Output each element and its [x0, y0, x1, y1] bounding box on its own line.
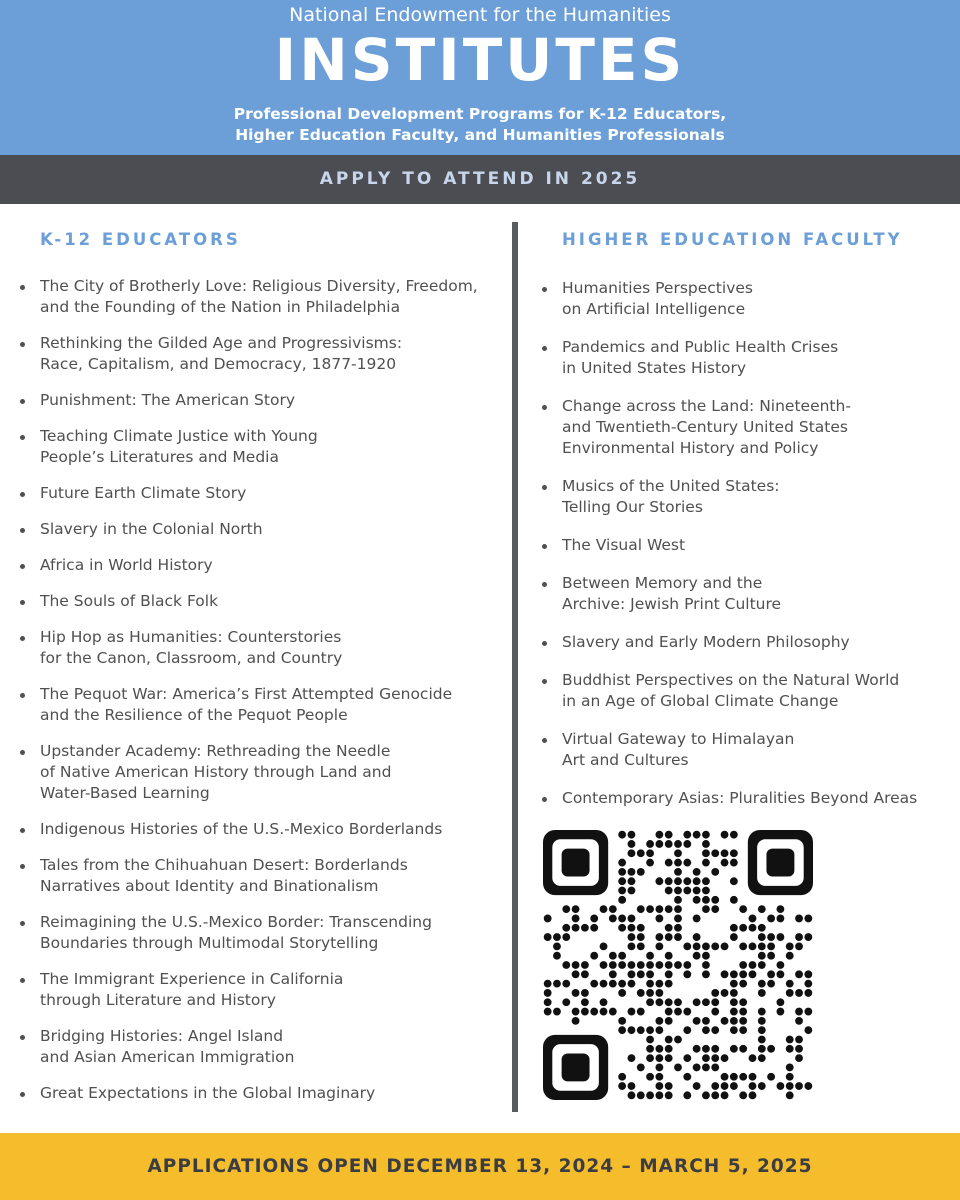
list-item-line: Musics of the United States: [562, 477, 780, 495]
list-item-line: Great Expectations in the Global Imaginary [40, 1084, 376, 1102]
list-item-line: and the Founding of the Nation in Philadelphia [40, 298, 401, 316]
list-item-line: Buddhist Perspectives on the Natural World [562, 671, 900, 689]
higher-ed-heading: HIGHER EDUCATION FACULTY [562, 230, 903, 249]
list-item [540, 535, 950, 556]
list-item-line: Water-Based Learning [40, 784, 210, 802]
list-item [540, 476, 950, 518]
list-item-line: People’s Literatures and Media [40, 448, 279, 466]
list-item [540, 337, 950, 379]
k12-list [18, 276, 508, 1104]
list-item-line: The Visual West [562, 536, 686, 554]
list-item-line: Rethinking the Gilded Age and Progressivisms: [40, 334, 403, 352]
list-item-line: Telling Our Stories [562, 498, 703, 516]
list-item-line: Archive: Jewish Print Culture [562, 595, 782, 613]
list-item-line: Indigenous Histories of the U.S.-Mexico Borderlands [40, 820, 443, 838]
list-item [18, 333, 508, 375]
list-item [18, 276, 508, 318]
list-item [18, 555, 508, 576]
list-item [18, 741, 508, 804]
list-item-line: Environmental History and Policy [562, 439, 819, 457]
list-item [18, 1026, 508, 1068]
list-item [540, 396, 950, 459]
list-item-line: Boundaries through Multimodal Storytelling [40, 934, 379, 952]
list-item [18, 591, 508, 612]
qr-code-icon[interactable] [543, 830, 813, 1102]
list-item [540, 670, 950, 712]
header-banner [0, 0, 960, 155]
applications-footer: APPLICATIONS OPEN DECEMBER 13, 2024 – MARCH 5, 2025 [0, 1133, 960, 1200]
k12-column [18, 226, 508, 1119]
list-item-line: Virtual Gateway to Himalayan [562, 730, 795, 748]
list-item-line: The Immigrant Experience in California [40, 970, 344, 988]
list-item-line: Change across the Land: Nineteenth- [562, 397, 851, 415]
list-item-line: Hip Hop as Humanities: Counterstories [40, 628, 342, 646]
list-item-line: Slavery in the Colonial North [40, 520, 263, 538]
subtitle [0, 104, 960, 146]
list-item-line: The Souls of Black Folk [40, 592, 219, 610]
list-item-line: Pandemics and Public Health Crises [562, 338, 839, 356]
list-item [540, 632, 950, 653]
list-item [18, 390, 508, 411]
list-item-line: Humanities Perspectives [562, 279, 753, 297]
list-item-line: Contemporary Asias: Pluralities Beyond Areas [562, 789, 918, 807]
higher-ed-column [540, 226, 950, 826]
list-item-line: Tales from the Chihuahuan Desert: Borderlands [40, 856, 408, 874]
list-item-line: on Artificial Intelligence [562, 300, 746, 318]
higher-ed-list [540, 278, 950, 809]
list-item-line: in an Age of Global Climate Change [562, 692, 839, 710]
list-item-line: Narratives about Identity and Binationalism [40, 877, 379, 895]
list-item [18, 912, 508, 954]
list-item-line: and Twentieth-Century United States [562, 418, 848, 436]
subtitle-line: Professional Development Programs for K-12 Educators, [233, 105, 727, 123]
list-item-line: and Asian American Immigration [40, 1048, 295, 1066]
list-item [18, 483, 508, 504]
list-item-line: in United States History [562, 359, 747, 377]
list-item-line: Teaching Climate Justice with Young [40, 427, 318, 445]
list-item-line: The City of Brotherly Love: Religious Diversity, Freedom, [40, 277, 478, 295]
list-item-line: Between Memory and the [562, 574, 763, 592]
subtitle-line: Higher Education Faculty, and Humanities Professionals [235, 126, 725, 144]
list-item-line: and the Resilience of the Pequot People [40, 706, 348, 724]
list-item-line: Upstander Academy: Rethreading the Needle [40, 742, 391, 760]
list-item [18, 1083, 508, 1104]
list-item [540, 729, 950, 771]
list-item [18, 969, 508, 1011]
list-item-line: The Pequot War: America’s First Attempted Genocide [40, 685, 453, 703]
list-item-line: Race, Capitalism, and Democracy, 1877-1920 [40, 355, 397, 373]
list-item [18, 519, 508, 540]
list-item-line: Africa in World History [40, 556, 213, 574]
list-item [18, 855, 508, 897]
list-item [18, 627, 508, 669]
list-item-line: Bridging Histories: Angel Island [40, 1027, 284, 1045]
apply-banner: APPLY TO ATTEND IN 2025 [0, 155, 960, 204]
list-item [18, 684, 508, 726]
column-divider [512, 222, 518, 1112]
list-item [540, 278, 950, 320]
list-item-line: Reimagining the U.S.-Mexico Border: Transcending [40, 913, 432, 931]
k12-heading: K-12 EDUCATORS [40, 230, 241, 249]
list-item-line: through Literature and History [40, 991, 276, 1009]
list-item-line: for the Canon, Classroom, and Country [40, 649, 343, 667]
organization-name: National Endowment for the Humanities [289, 4, 671, 26]
page-title: INSTITUTES [274, 26, 686, 94]
list-item [18, 819, 508, 840]
list-item-line: Future Earth Climate Story [40, 484, 247, 502]
list-item [540, 788, 950, 809]
list-item [18, 426, 508, 468]
list-item [540, 573, 950, 615]
list-item-line: Punishment: The American Story [40, 391, 296, 409]
list-item-line: Art and Cultures [562, 751, 689, 769]
list-item-line: of Native American History through Land and [40, 763, 392, 781]
list-item-line: Slavery and Early Modern Philosophy [562, 633, 850, 651]
